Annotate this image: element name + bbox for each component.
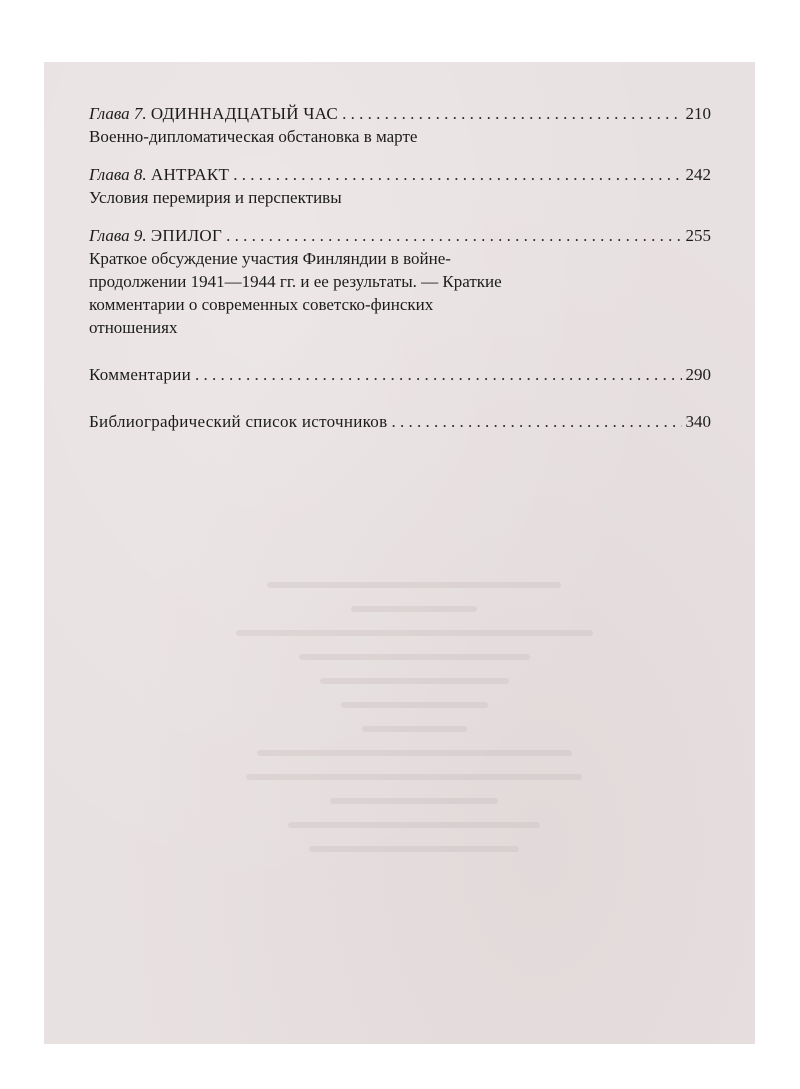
chapter-prefix: Глава 8.: [89, 165, 147, 184]
chapter-title: ОДИННАДЦАТЫЙ ЧАС: [150, 104, 339, 123]
page-number: 210: [685, 104, 711, 123]
chapter-description-line: Условия перемирия и перспективы: [89, 188, 342, 207]
dot-leader: [342, 102, 681, 125]
toc-entry-bibliography: [89, 410, 711, 433]
chapter-description-line: продолжении 1941—1944 гг. и ее результаты. — Краткие: [89, 272, 502, 291]
toc-entry-heading: [89, 102, 711, 125]
chapter-prefix: Глава 9.: [89, 226, 147, 245]
toc-entry-commentary: [89, 363, 711, 386]
chapter-description-line: Военно-дипломатическая обстановка в марте: [89, 127, 418, 146]
chapter-description-line: отношениях: [89, 318, 178, 337]
toc-entry-heading: [89, 163, 711, 186]
toc-entry-heading: [89, 363, 711, 386]
dot-leader: [226, 224, 681, 247]
chapter-description-line: Краткое обсуждение участия Финляндии в войне-: [89, 249, 451, 268]
document-page: [44, 62, 755, 1044]
chapter-title: АНТРАКТ: [150, 165, 230, 184]
section-title: Библиографический список источников: [89, 412, 388, 431]
section-title: Комментарии: [89, 365, 192, 384]
page-number: 255: [685, 226, 711, 245]
table-of-contents: [89, 102, 711, 448]
chapter-description-line: комментарии о современных советско-финских: [89, 295, 434, 314]
chapter-prefix: Глава 7.: [89, 104, 147, 123]
toc-entry-heading: [89, 224, 711, 247]
page-number: 242: [685, 165, 711, 184]
show-through-texture: [204, 582, 624, 1012]
page-number: 290: [685, 365, 711, 384]
toc-entry-heading: [89, 410, 711, 433]
dot-leader: [233, 163, 681, 186]
toc-entry-chapter-8: [89, 163, 711, 209]
toc-entry-chapter-7: [89, 102, 711, 148]
dot-leader: [195, 363, 681, 386]
dot-leader: [391, 410, 681, 433]
chapter-title: ЭПИЛОГ: [150, 226, 223, 245]
page-number: 340: [685, 412, 711, 431]
toc-entry-chapter-9: [89, 224, 711, 339]
